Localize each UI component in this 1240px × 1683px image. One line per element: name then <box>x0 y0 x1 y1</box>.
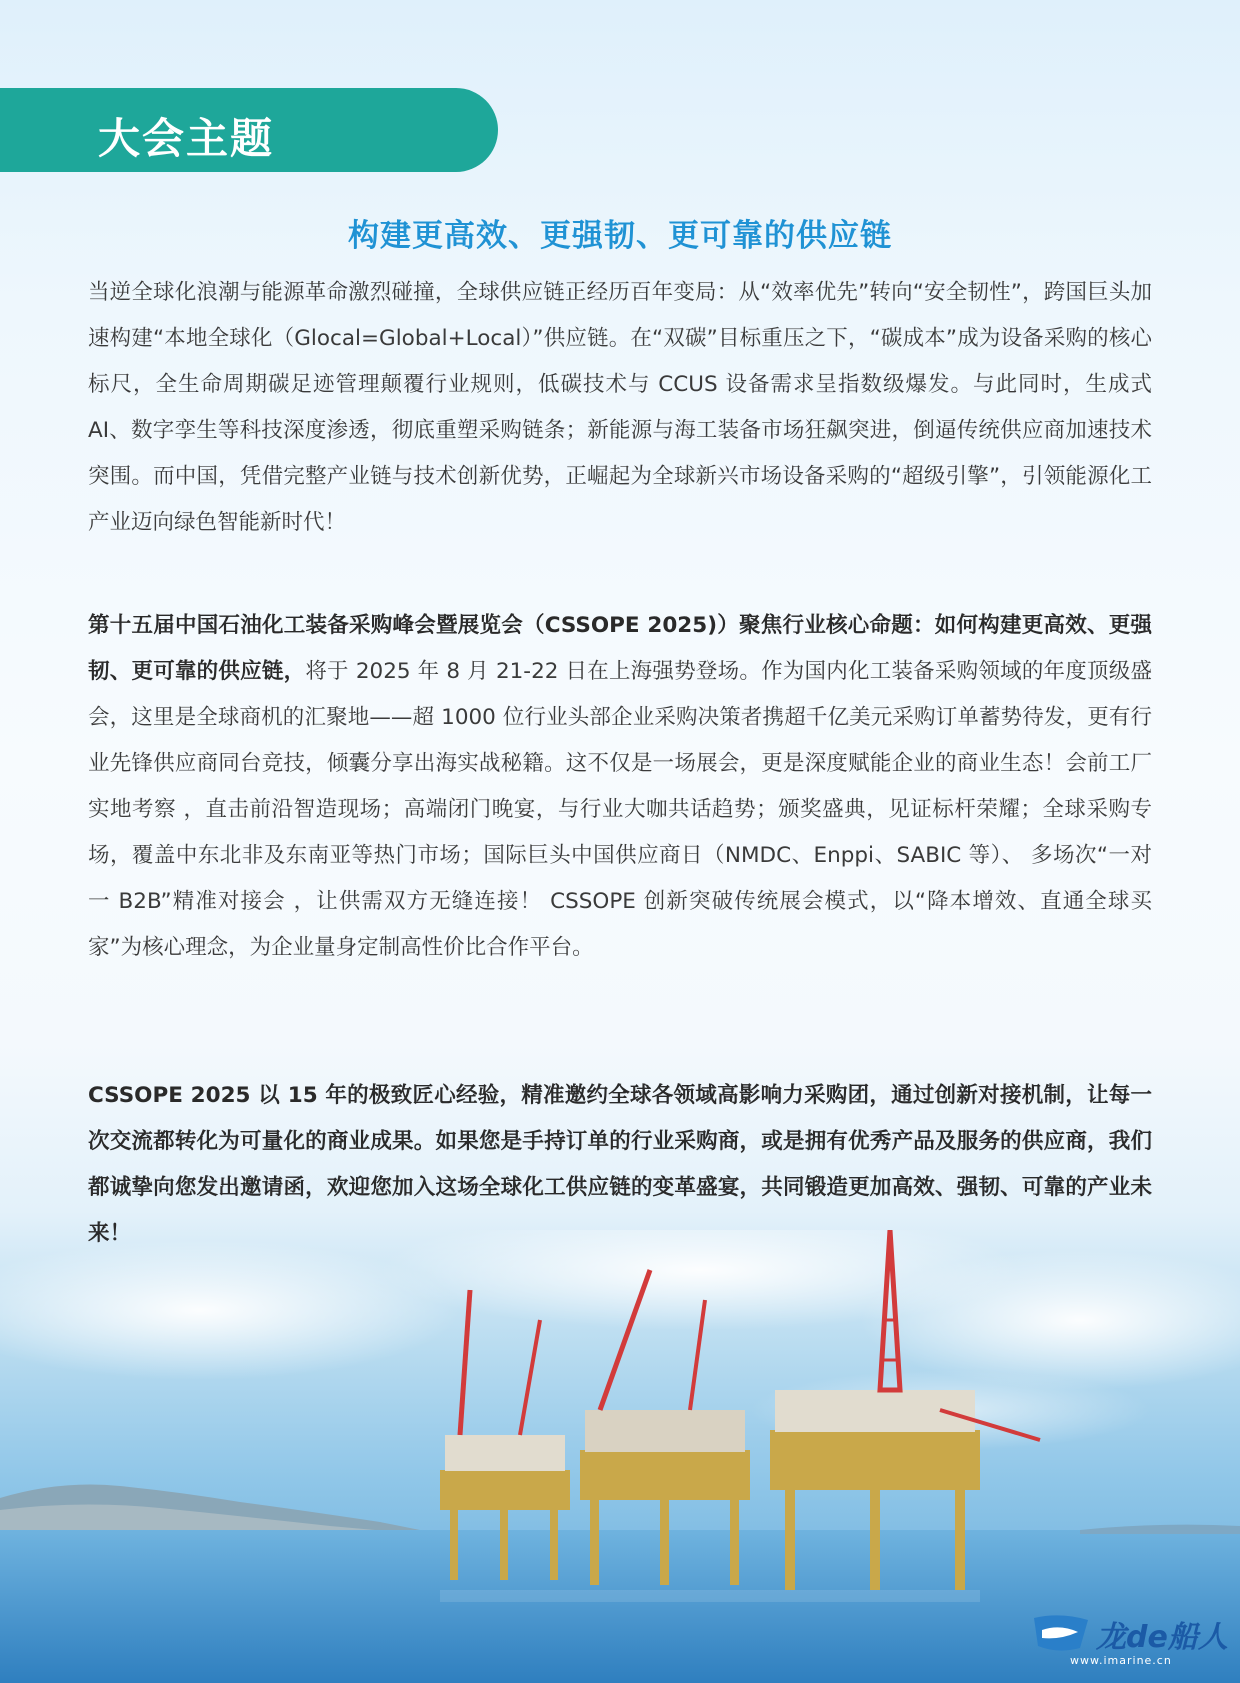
section-title: 大会主题 <box>98 114 275 163</box>
imarine-logo <box>1030 1606 1230 1676</box>
paragraph-intro: 当逆全球化浪潮与能源革命激烈碰撞，全球供应链正经历百年变局：从“效率优先”转向“安全韧性”，跨国巨头加速构建“本地全球化（Glocal=Global+Local）”供应链。在“双碳”目标重压之下，“碳成本”成为设备采购的核心标尺，全生命周期碳足迹管理颠覆行业规则，低碳技术与 CCUS 设备需求呈指数级爆发。与此同时，生成式 AI、数字孪生等科技深度渗透，彻底重塑采购链条；新能源与海工装备市场狂飙突进，倒逼传统供应商加速技术突围。而中国，凭借完整产业链与技术创新优势，正崛起为全球新兴市场设备采购的“超级引擎”，引领能源化工产业迈向绿色智能新时代！ <box>88 280 1152 535</box>
paragraph-event-highlight: 第十五届中国石油化工装备采购峰会暨展览会（CSSOPE 2025)）聚焦行业核心命题：如何构建更高效、更强韧、更可靠的供应链， <box>88 613 1152 684</box>
logo-name: 龙de船人 <box>1096 1620 1228 1655</box>
section-title-banner <box>0 88 498 172</box>
boat-logo-icon <box>1030 1610 1092 1656</box>
paragraph-event-body: 将于 2025 年 8 月 21-22 日在上海强势登场。作为国内化工装备采购领域的年度顶级盛会，这里是全球商机的汇聚地——超 1000 位行业头部企业采购决策者携超千亿美元采购订单蓄势待发，更有行业先锋供应商同台竞技，倾囊分享出海实战秘籍。这不仅是一场展会，更是深度赋能企业的商业生态！会前工厂实地考察 ，直击前沿智造现场；高端闭门晚宴，与行业大咖共话趋势；颁奖盛典，见证标杆荣耀；全球采购专场，覆盖中东北非及东南亚等热门市场；国际巨头中国供应商日（NMDC、Enppi、SABIC 等）、 多场次“一对一 B2B”精准对接会 ，让供需双方无缝连接！ CSSOPE 创新突破传统展会模式，以“降本增效、直通全球买家”为核心理念，为企业量身定制高性价比合作平台。 <box>88 659 1152 960</box>
paragraph-event <box>88 603 1152 971</box>
paragraph-invitation: CSSOPE 2025 以 15 年的极致匠心经验，精准邀约全球各领域高影响力采购团，通过创新对接机制，让每一次交流都转化为可量化的商业成果。如果您是手持订单的行业采购商，或是拥有优秀产品及服务的供应商，我们都诚挚向您发出邀请函，欢迎您加入这场全球化工供应链的变革盛宴，共同锻造更加高效、强韧、可靠的产业未来！ <box>88 1083 1152 1246</box>
logo-url: www.imarine.cn <box>1070 1654 1172 1667</box>
subtitle: 构建更高效、更强韧、更可靠的供应链 <box>348 218 892 254</box>
